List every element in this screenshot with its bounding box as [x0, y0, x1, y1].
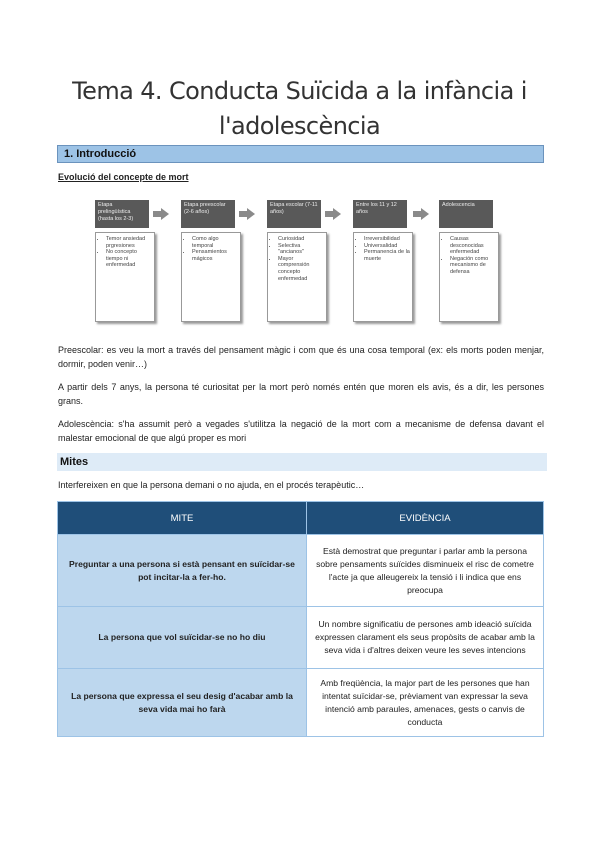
title-line-1: Tema 4. Conducta Suïcida a la infància i	[72, 77, 527, 105]
mite-cell: Preguntar a una persona si està pensant en suïcidar-se pot incitar-la a fer-ho.	[58, 535, 307, 607]
stage-3-item: • Mayor comprensión concepto enfermedad	[278, 256, 324, 282]
stage-5-body	[439, 232, 499, 322]
stage-4-item: • Universalidad	[364, 243, 410, 250]
page-title	[40, 74, 559, 144]
column-header-evidencia: EVIDÈNCIA	[307, 502, 544, 535]
myths-table	[57, 501, 544, 737]
paragraph-mites-intro: Interfereixen en que la persona demani o no ajuda, en el procés terapèutic…	[58, 480, 365, 490]
table-row	[58, 669, 544, 737]
stage-3-head: Etapa escolar (7-11 años)	[267, 200, 321, 228]
stage-2-body	[181, 232, 241, 322]
arrow-right-icon	[421, 208, 429, 220]
stage-1-item: • Temor ansiedad prgresiones	[106, 236, 152, 249]
stage-3-item: • Selectiva "ancianos"	[278, 243, 324, 256]
evidencia-cell: Amb freqüència, la major part de les persones que han intentat suïcidar-se, prèviament van expressar la seva intenció amb paraules, amenaces, gests o canvis de conducta	[307, 669, 544, 737]
arrow-right-icon	[333, 208, 341, 220]
stage-4-item: • Permanencia de la muerte	[364, 249, 410, 262]
stage-5-item: • Negación como mecanismo de defensa	[450, 256, 496, 276]
stage-2-item: • Pensamientos mágicos	[192, 249, 238, 262]
stage-4-head: Entre los 11 y 12 años	[353, 200, 407, 228]
section-heading-introduccio: 1. Introducció	[57, 145, 544, 163]
evidencia-cell: Un nombre significatiu de persones amb ideació suïcida expressen clarament els seus propòsits de acabar amb la seva vida i d'altres deixen veure les seves intencions	[307, 607, 544, 669]
table-row	[58, 535, 544, 607]
stage-5-head: Adolescencia	[439, 200, 493, 228]
title-line-2: l'adolescència	[218, 112, 381, 140]
stage-5-item: • Causas desconocidas enfermedad	[450, 236, 496, 256]
stage-2-head: Etapa preescolar (2-6 años)	[181, 200, 235, 228]
death-concept-diagram	[95, 200, 505, 328]
stage-1-body	[95, 232, 155, 322]
stage-4-item: • Irreversibilidad	[364, 236, 410, 243]
column-header-mite: MITE	[58, 502, 307, 535]
stage-3-item: • Curiosidad	[278, 236, 324, 243]
table-row	[58, 607, 544, 669]
table-header-row	[58, 502, 544, 535]
subheading-evolucio: Evolució del concepte de mort	[58, 172, 189, 182]
stage-1-item: • No concepto tiempo ni enfermedad	[106, 249, 152, 269]
stage-1-head: Etapa prelingüística (hasta los 2-3)	[95, 200, 149, 228]
stage-3-body	[267, 232, 327, 322]
stage-2-item: • Como algo temporal	[192, 236, 238, 249]
mite-cell: La persona que expressa el seu desig d'acabar amb la seva vida mai ho farà	[58, 669, 307, 737]
stage-4-body	[353, 232, 413, 322]
arrow-right-icon	[161, 208, 169, 220]
paragraph-7-anys: A partir dels 7 anys, la persona té curiositat per la mort però només entén que moren els avis, és a dir, les persones grans.	[58, 382, 544, 406]
section-heading-mites: Mites	[57, 453, 547, 471]
arrow-right-icon	[247, 208, 255, 220]
evidencia-cell: Està demostrat que preguntar i parlar amb la persona sobre pensaments suïcides disminueix el risc de cometre l'acte ja que alleugereix la tensió i li indica que ens preocupa	[307, 535, 544, 607]
paragraph-adolescencia: Adolescència: s'ha assumit però a vegades s'utilitza la negació de la mort com a mecanisme de defensa davant el malestar emocional de que algú proper es mori	[58, 419, 544, 443]
paragraph-preescolar: Preescolar: es veu la mort a través del pensament màgic i com que és una cosa temporal (ex: els morts poden menjar, dormir, poden venir…)	[58, 345, 544, 369]
mite-cell: La persona que vol suïcidar-se no ho diu	[58, 607, 307, 669]
